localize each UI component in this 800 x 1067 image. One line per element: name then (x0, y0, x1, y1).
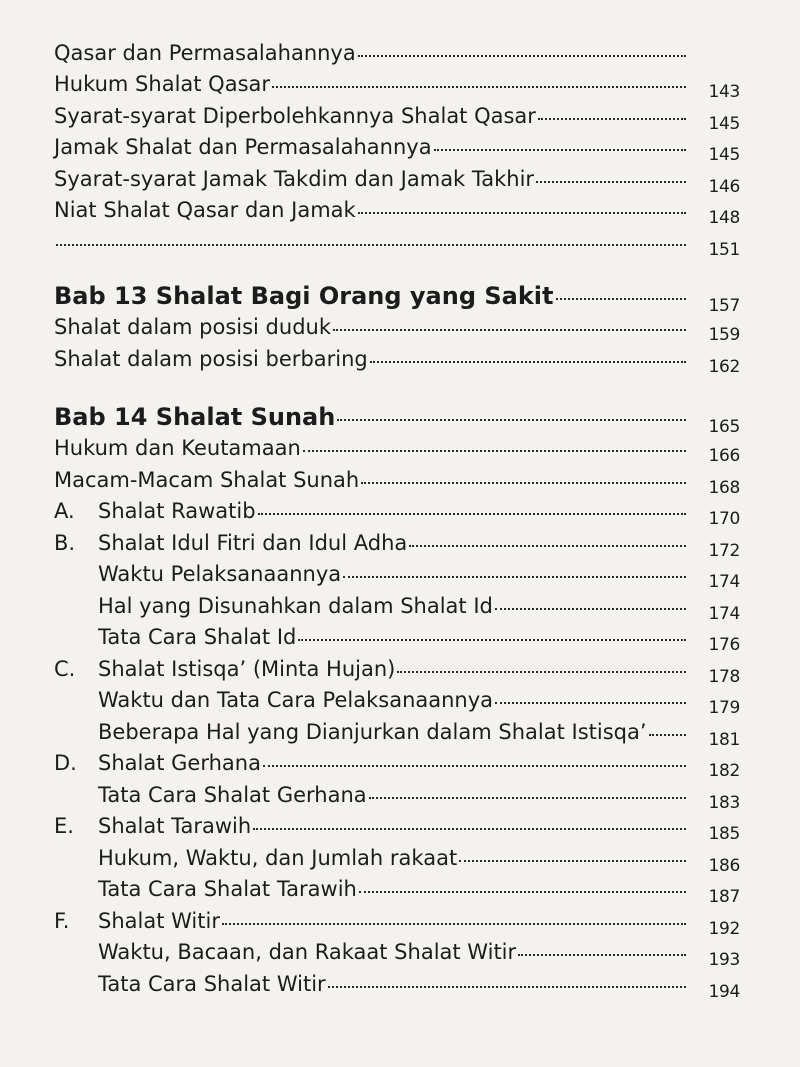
page-number: 174 (708, 603, 740, 624)
entry-title: Jamak Shalat dan Permasalahannya (54, 135, 432, 159)
dot-leader (459, 860, 686, 862)
dot-leader (272, 86, 686, 88)
dot-leader (556, 298, 687, 300)
dot-leader (649, 734, 686, 736)
section-letter: D. (54, 751, 77, 775)
page-number: 179 (708, 698, 740, 718)
page-number: 145 (708, 145, 740, 165)
page-number: 165 (708, 416, 740, 437)
section-letter: A. (54, 499, 75, 523)
dot-leader (538, 118, 686, 120)
entry-title: Macam-Macam Shalat Sunah (54, 467, 360, 492)
toc-entry (54, 461, 740, 498)
toc-entry (54, 97, 740, 134)
entry-title: Shalat dalam posisi berbaring (54, 346, 368, 371)
entry-title: Shalat Witir (98, 908, 220, 933)
toc-entry (54, 808, 740, 844)
chapter-title: Bab 14 Shalat Sunah (54, 402, 336, 431)
dot-leader (343, 576, 686, 578)
page-number: 176 (708, 635, 740, 655)
toc-entry (54, 902, 740, 939)
dot-leader (361, 482, 686, 484)
page-number: 159 (708, 325, 740, 345)
dot-leader (303, 450, 686, 452)
page-number: 194 (708, 981, 740, 1002)
page-number: 170 (708, 509, 740, 529)
dot-leader (369, 797, 686, 799)
entry-title: Syarat-syarat Diperbolehkannya Shalat Qasar (54, 103, 536, 128)
section-letter: C. (54, 656, 76, 681)
toc-entry (54, 965, 740, 1002)
dot-leader (495, 702, 686, 704)
dot-leader (222, 923, 686, 925)
toc-entry (54, 713, 740, 750)
dot-leader (298, 639, 686, 641)
entry-title: Tata Cara Shalat Witir (98, 971, 326, 996)
section-letter: B. (54, 530, 76, 555)
dot-leader (56, 244, 686, 246)
entry-title: Beberapa Hal yang Dianjurkan dalam Shalat Istisqa’ (98, 719, 647, 744)
dot-leader (409, 545, 686, 547)
dot-leader (253, 828, 686, 830)
toc-entry (54, 682, 740, 718)
dot-leader (359, 891, 686, 893)
entry-title: Qasar dan Permasalahannya (54, 40, 356, 65)
entry-title: Shalat Tarawih (98, 814, 252, 838)
toc-entry (54, 493, 740, 529)
table-of-contents (54, 34, 740, 1002)
entry-title: Tata Cara Shalat Id (98, 625, 297, 649)
toc-entry (54, 776, 740, 813)
section-letter: E. (54, 814, 74, 838)
dot-leader (358, 212, 686, 214)
toc-entry (54, 430, 740, 466)
dot-leader (358, 55, 686, 57)
entry-title: Shalat Idul Fitri dan Idul Adha (98, 530, 408, 555)
entry-title: Shalat dalam posisi duduk (54, 315, 331, 339)
toc-entry (54, 839, 740, 876)
toc-entry (54, 556, 740, 592)
entry-title: Waktu dan Tata Cara Pelaksanaannya (98, 688, 494, 712)
entry-title: Hukum Shalat Qasar (54, 72, 271, 96)
dot-leader (370, 361, 686, 363)
toc-entry (54, 650, 740, 687)
section-letter: F. (54, 908, 70, 933)
toc-entry (54, 934, 740, 970)
page-number: 145 (708, 113, 740, 134)
dot-leader (337, 419, 686, 421)
entry-title: Shalat Gerhana (98, 751, 261, 775)
entry-title: Tata Cara Shalat Tarawih (98, 877, 357, 901)
page-number: 162 (708, 356, 740, 377)
page-number: 172 (708, 540, 740, 561)
entry-title: Hal yang Disunahkan dalam Shalat Id (98, 593, 493, 618)
toc-entry (54, 34, 740, 66)
dot-leader (328, 986, 686, 988)
chapter-heading (54, 396, 740, 437)
page-number: 181 (708, 729, 740, 750)
page-number: 146 (708, 176, 740, 197)
dot-leader (536, 181, 686, 183)
dot-leader (434, 149, 686, 151)
entry-title: Syarat-syarat Jamak Takdim dan Jamak Takhir (54, 166, 535, 191)
entry-title: Niat Shalat Qasar dan Jamak (54, 198, 356, 222)
page-number: 183 (708, 792, 740, 813)
page-number: 174 (708, 572, 740, 592)
page-number: 192 (708, 918, 740, 939)
dot-leader (495, 608, 686, 610)
toc-entry (54, 192, 740, 228)
dot-leader (518, 954, 686, 956)
toc-entry (54, 619, 740, 655)
page-number: 148 (708, 208, 740, 228)
page-number: 143 (708, 82, 740, 102)
entry-title: Waktu, Bacaan, dan Rakaat Shalat Witir (98, 940, 517, 964)
entry-title: Tata Cara Shalat Gerhana (98, 782, 367, 807)
page-number: 157 (708, 295, 740, 316)
toc-entry (54, 66, 740, 102)
toc-entry (54, 129, 740, 165)
page-number: 168 (708, 477, 740, 498)
toc-entry (54, 745, 740, 781)
entry-title: Shalat Rawatib (98, 499, 256, 523)
chapter-title: Bab 13 Shalat Bagi Orang yang Sakit (54, 281, 554, 310)
entry-title: Waktu Pelaksanaannya (98, 562, 342, 586)
page-number: 193 (708, 950, 740, 970)
toc-entry (54, 223, 740, 260)
page-number: 187 (708, 887, 740, 907)
page-number: 182 (708, 761, 740, 781)
page-number: 166 (708, 446, 740, 466)
dot-leader (263, 765, 686, 767)
entry-title: Shalat Istisqa’ (Minta Hujan) (98, 656, 396, 681)
toc-entry (54, 340, 740, 377)
toc-entry (54, 160, 740, 197)
dot-leader (397, 671, 686, 673)
dot-leader (333, 329, 686, 331)
toc-entry (54, 309, 740, 345)
chapter-heading (54, 275, 740, 316)
page-number: 151 (708, 239, 740, 260)
toc-entry (54, 871, 740, 907)
dot-leader (258, 513, 686, 515)
page-number: 178 (708, 666, 740, 687)
page-number: 186 (708, 855, 740, 876)
toc-entry (54, 587, 740, 624)
entry-title: Hukum, Waktu, dan Jumlah rakaat (98, 845, 458, 870)
toc-entry (54, 524, 740, 561)
entry-title: Hukum dan Keutamaan (54, 436, 301, 460)
page-number: 185 (708, 824, 740, 844)
